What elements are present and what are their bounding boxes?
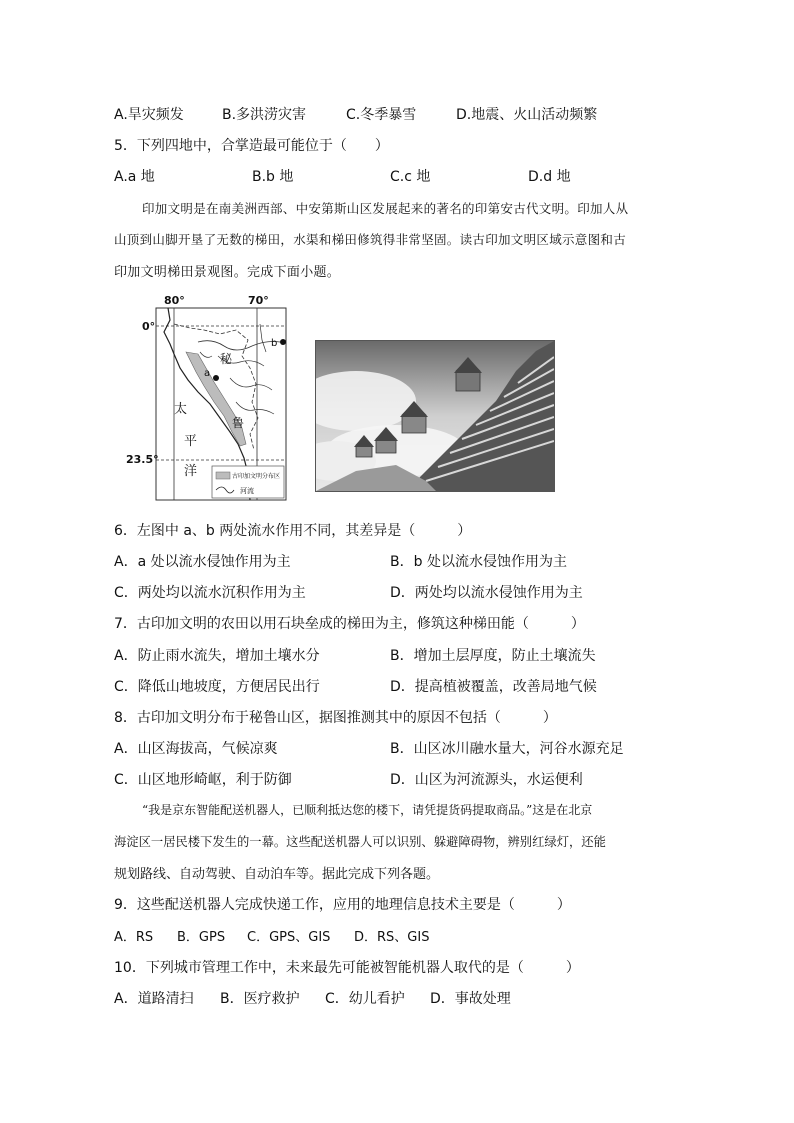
q8-option-d: D．山区为河流源头，水运便利 (390, 772, 583, 788)
q5-option-c: C.c 地 (390, 169, 431, 185)
q4-option-d: D.地震、火山活动频繁 (456, 107, 598, 123)
peru-char-1: 秘 (220, 352, 233, 366)
q8-option-b: B．山区冰川融水量大，河谷水源充足 (390, 741, 624, 757)
latitude-23-label: 23.5° (126, 453, 159, 466)
q10-stem: 10．下列城市管理工作中，未来最先可能被智能机器人取代的是（ ） (114, 960, 580, 976)
longitude-70-label: 70° (248, 294, 269, 307)
q7-option-c: C．降低山地坡度，方便居民出行 (114, 679, 320, 695)
q8-option-c: C．山区地形崎岖，利于防御 (114, 772, 292, 788)
q6-option-c: C．两处均以流水沉积作用为主 (114, 585, 306, 601)
q8-option-a: A．山区海拔高，气候凉爽 (114, 741, 278, 757)
q7-option-a: A．防止雨水流失，增加土壤水分 (114, 648, 320, 664)
q5-option-a: A.a 地 (114, 169, 155, 185)
q9-stem: 9．这些配送机器人完成快递工作，应用的地理信息技术主要是（ ） (114, 897, 571, 913)
q6-option-a: A．a 处以流水侵蚀作用为主 (114, 554, 291, 570)
q10-option-d: D．事故处理 (430, 991, 511, 1007)
q10-option-c: C．幼儿看护 (325, 991, 405, 1007)
passage1-line2: 山顶到山脚开垦了无数的梯田，水渠和梯田修筑得非常坚固。读古印加文明区域示意图和古 (114, 232, 627, 247)
q6-option-b: B．b 处以流水侵蚀作用为主 (390, 554, 567, 570)
pacific-char-2: 平 (184, 434, 198, 449)
q6-option-d: D．两处均以流水侵蚀作用为主 (390, 585, 583, 601)
q4-option-c: C.冬季暴雪 (346, 107, 417, 123)
point-a-label: a (204, 368, 211, 379)
inca-region-map (126, 294, 292, 506)
legend-river-label: 河流 (240, 487, 254, 495)
passage2-line1: “我是京东智能配送机器人，已顺利抵达您的楼下，请凭提货码提取商品。”这是在北京 (142, 803, 593, 817)
q6-stem: 6．左图中 a、b 两处流水作用不同，其差异是（ ） (114, 523, 472, 539)
q9-option-a: A．RS (114, 930, 154, 945)
q4-option-a: A.旱灾频发 (114, 107, 184, 123)
q5-stem: 5．下列四地中，合掌造最可能位于（ ） (114, 138, 389, 154)
q5-option-d: D.d 地 (528, 169, 571, 185)
passage1-line3: 印加文明梯田景观图。完成下面小题。 (114, 265, 341, 280)
passage2-line3: 规划路线、自动驾驶、自动泊车等。据此完成下列各题。 (114, 867, 440, 882)
q8-stem: 8．古印加文明分布于秘鲁山区，据图推测其中的原因不包括（ ） (114, 710, 557, 726)
q4-option-b: B.多洪涝灾害 (222, 107, 307, 123)
inca-terrace-photo (315, 340, 555, 492)
q9-option-d: D．RS、GIS (354, 930, 430, 945)
passage2-line2: 海淀区一居民楼下发生的一幕。这些配送机器人可以识别、躲避障碍物，辨别红绿灯，还能 (114, 835, 606, 849)
q10-option-a: A．道路清扫 (114, 991, 194, 1007)
q7-option-d: D．提高植被覆盖，改善局地气候 (390, 679, 597, 695)
longitude-80-label: 80° (164, 294, 185, 307)
peru-char-2: 鲁 (232, 416, 245, 430)
q5-option-b: B.b 地 (252, 169, 294, 185)
q9-option-b: B．GPS (177, 930, 226, 945)
q7-stem: 7．古印加文明的农田以用石块垒成的梯田为主，修筑这种梯田能（ ） (114, 616, 585, 632)
q7-option-b: B．增加土层厚度，防止土壤流失 (390, 648, 596, 664)
q9-option-c: C．GPS、GIS (247, 930, 331, 945)
pacific-char-1: 太 (174, 402, 188, 417)
latitude-0-label: 0° (142, 320, 156, 333)
legend-area-label: 古印加文明分布区 (232, 473, 281, 480)
q10-option-b: B．医疗救护 (220, 991, 300, 1007)
point-b-label: b (271, 338, 278, 349)
passage1-line1: 印加文明是在南美洲西部、中安第斯山区发展起来的著名的印第安古代文明。印加人从 (142, 201, 629, 216)
pacific-char-3: 洋 (184, 464, 198, 479)
